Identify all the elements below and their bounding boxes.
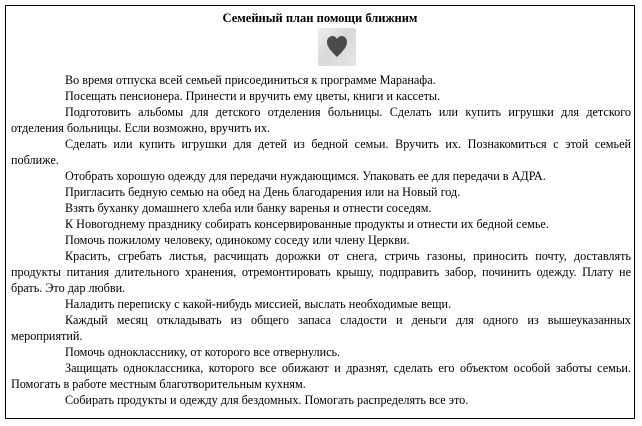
plan-item: Взять буханку домашнего хлеба или банку варенья и отнести соседям. [65, 201, 432, 215]
plan-item: Сделать или купить игрушки для детей из бедной семьи. Вручить их. Познакомиться с этой семьей поближе. [11, 137, 631, 167]
plan-item: Посещать пенсионера. Принести и вручить ему цветы, книги и кассеты. [65, 89, 441, 103]
plan-item: Защищать одноклассника, которого все обижают и дразнят, сделать его объектом особой заботы семьи. Помогать в работе местным благотворительным кухням. [11, 361, 631, 391]
plan-item: Отобрать хорошую одежду для передачи нуждающимся. Упаковать ее для передачи в АДРА. [65, 169, 546, 183]
document-frame [5, 5, 635, 419]
plan-item: Подготовить альбомы для детского отделения больницы. Сделать или купить игрушки для детского отделения больницы. Если возможно, вручить их. [11, 105, 631, 135]
document-title: Семейный план помощи ближним [222, 11, 418, 25]
plan-item: К Новогоднему празднику собирать консервированные продукты и отнести их бедной семье. [65, 217, 549, 231]
plan-item: Во время отпуска всей семьей присоединиться к программе Маранафа. [65, 73, 436, 87]
plan-item: Помочь однокласснику, от которого все отвернулись. [65, 345, 341, 359]
heart-image [318, 28, 356, 66]
plan-item: Помочь пожилому человеку, одинокому соседу или члену Церкви. [65, 233, 410, 247]
plan-list [11, 72, 631, 408]
plan-item: Пригласить бедную семью на обед на День благодарения или на Новый год. [65, 185, 461, 199]
heart-icon [327, 36, 347, 58]
plan-item: Собирать продукты и одежду для бездомных. Помогать распределять все это. [65, 393, 469, 407]
plan-item: Наладить переписку с какой-нибудь миссией, выслать необходимые вещи. [65, 297, 452, 311]
plan-item: Каждый месяц откладывать из общего запаса сладости и деньги для одного из вышеуказанных мероприятий. [11, 313, 631, 343]
plan-item: Красить, сгребать листья, расчищать дорожки от снега, стричь газоны, приносить почту, доставлять продукты питания длительного хранения, отремонтировать крышу, подправить забор, починить одежду. Плату не брать. Это дар любви. [11, 249, 631, 295]
